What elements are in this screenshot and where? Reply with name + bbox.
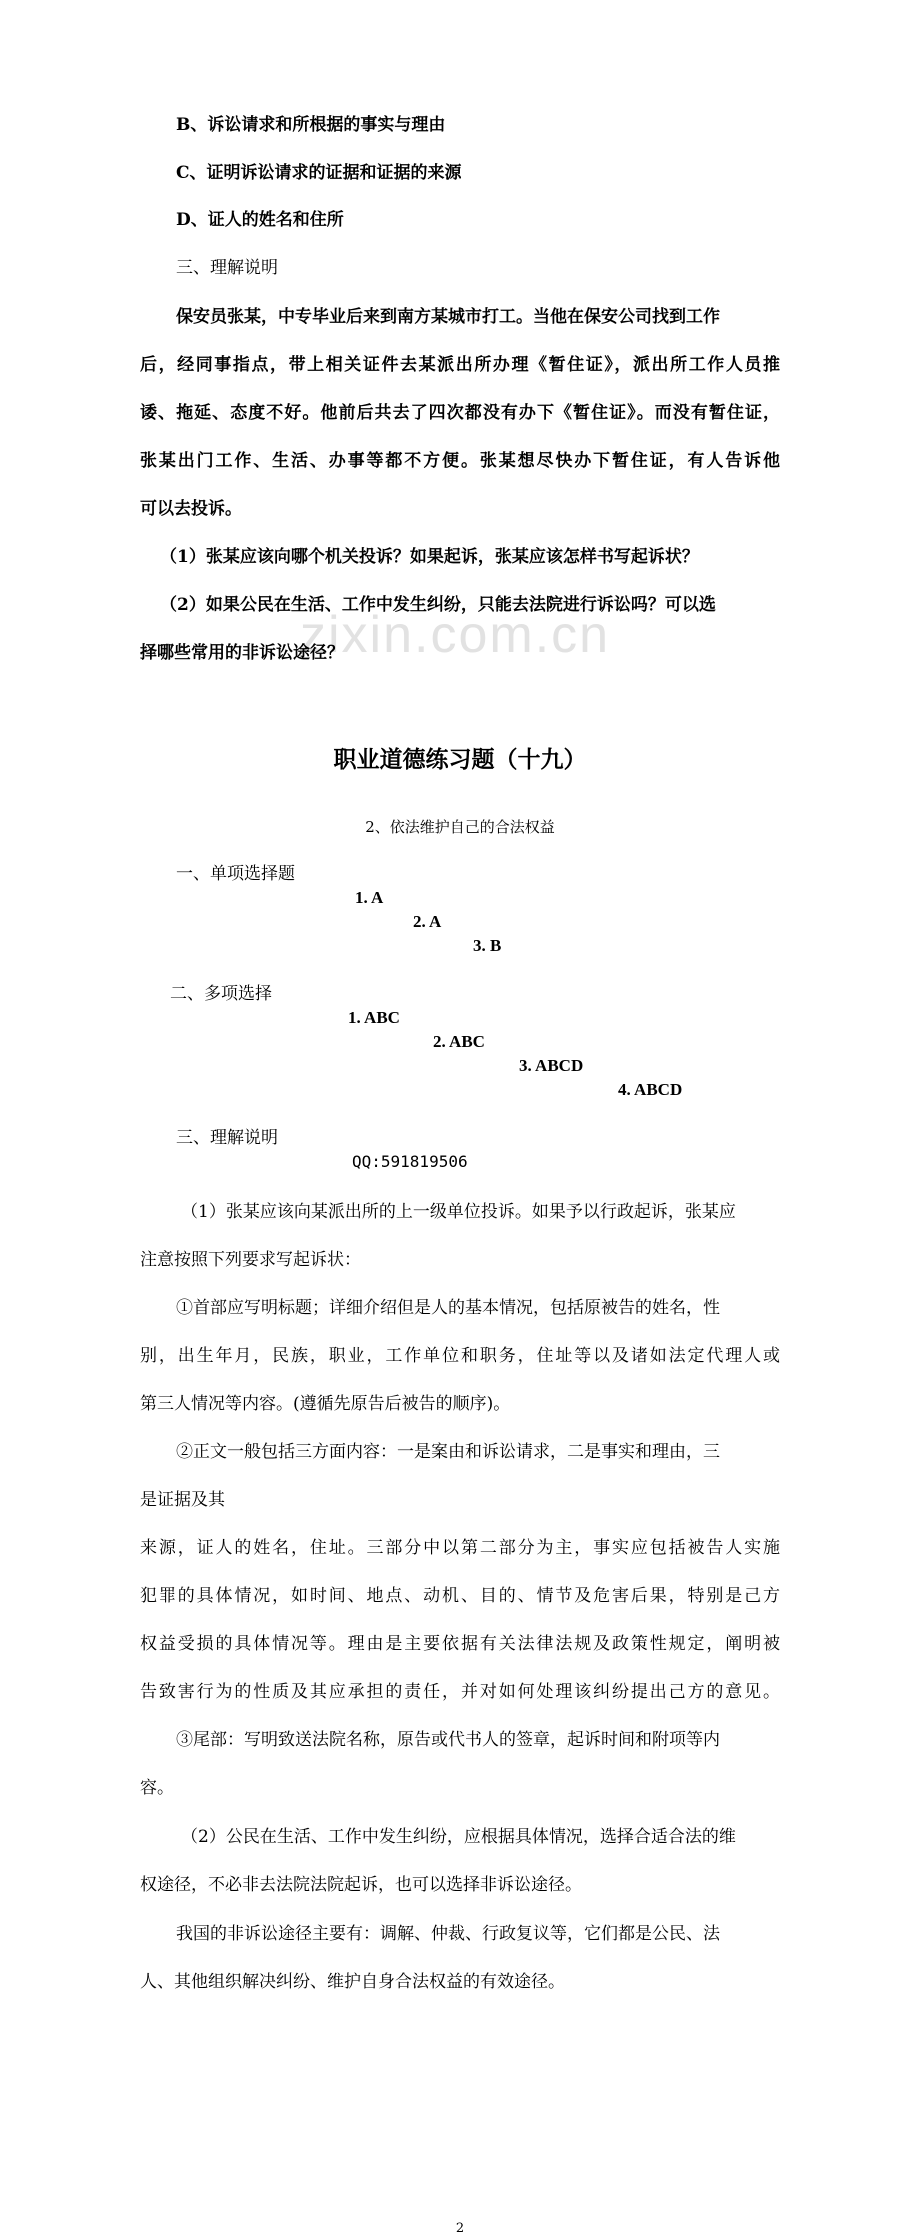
watermark: zixin.com.cn <box>300 606 611 664</box>
multiple-choice-answer: 3. ABCD <box>519 1056 584 1075</box>
case-line: 可以去投诉。 <box>140 499 242 519</box>
case-line: 诿、拖延、态度不好。他前后共去了四次都没有办下《暂住证》。而没有暂住证， <box>140 403 780 423</box>
summary-line: 人、其他组织解决纠纷、维护自身合法权益的有效途径。 <box>140 1972 565 1992</box>
point-2-line: 犯罪的具体情况，如时间、地点、动机、目的、情节及危害后果，特别是己方 <box>140 1586 780 1606</box>
point-1-line: ①首部应写明标题；详细介绍但是人的基本情况，包括原被告的姓名，性 <box>176 1298 720 1318</box>
question-1: （1）张某应该向哪个机关投诉？如果起诉，张某应该怎样书写起诉状？ <box>160 547 699 567</box>
point-1-line: 别，出生年月，民族，职业，工作单位和职务，住址等以及诸如法定代理人或 <box>140 1346 780 1366</box>
page-subtitle: 2、依法维护自己的合法权益 <box>365 818 555 836</box>
point-1-line: 第三人情况等内容。(遵循先原告后被告的顺序)。 <box>140 1394 511 1414</box>
explanation-heading: 三、理解说明 <box>176 258 278 278</box>
multiple-choice-label: 二、多项选择 <box>170 984 272 1004</box>
case-line: 后，经同事指点，带上相关证件去某派出所办理《暂住证》，派出所工作人员推 <box>140 355 780 375</box>
single-choice-label: 一、单项选择题 <box>176 864 295 884</box>
multiple-choice-answer: 4. ABCD <box>618 1080 683 1099</box>
point-2-line: 是证据及其 <box>140 1490 225 1510</box>
case-line: 保安员张某，中专毕业后来到南方某城市打工。当他在保安公司找到工作 <box>176 307 720 327</box>
question-2-line: 择哪些常用的非诉讼途径？ <box>140 643 344 663</box>
answer-2-line: 权途径，不必非去法院法院起诉，也可以选择非诉讼途径。 <box>140 1875 582 1895</box>
qq-contact: QQ:591819506 <box>352 1152 468 1171</box>
single-choice-answer: 3. B <box>473 936 502 955</box>
single-choice-answer: 2. A <box>413 912 442 931</box>
point-3-line: 容。 <box>140 1778 174 1798</box>
page-title: 职业道德练习题（十九） <box>333 747 587 773</box>
page-number: 2 <box>455 2221 465 2236</box>
explanation-label: 三、理解说明 <box>176 1128 278 1148</box>
point-2-line: 权益受损的具体情况等。理由是主要依据有关法律法规及政策性规定，阐明被 <box>140 1634 780 1654</box>
multiple-choice-answer: 1. ABC <box>348 1008 400 1027</box>
point-2-line: 来源，证人的姓名，住址。三部分中以第二部分为主，事实应包括被告人实施 <box>140 1538 780 1558</box>
point-3-line: ③尾部：写明致送法院名称，原告或代书人的签章，起诉时间和附项等内 <box>176 1730 720 1750</box>
question-2-line: （2）如果公民在生活、工作中发生纠纷，只能去法院进行诉讼吗？可以选 <box>160 595 716 615</box>
option-c: C、证明诉讼请求的证据和证据的来源 <box>176 163 462 183</box>
summary-line: 我国的非诉讼途径主要有：调解、仲裁、行政复议等，它们都是公民、法 <box>176 1924 720 1944</box>
point-2-line: 告致害行为的性质及其应承担的责任，并对如何处理该纠纷提出己方的意见。 <box>140 1682 780 1702</box>
multiple-choice-answer: 2. ABC <box>433 1032 485 1051</box>
answer-1-line: 注意按照下列要求写起诉状： <box>140 1250 361 1270</box>
answer-1-line: （1）张某应该向某派出所的上一级单位投诉。如果予以行政起诉，张某应 <box>181 1202 736 1222</box>
single-choice-answer: 1. A <box>355 888 384 907</box>
point-2-line: ②正文一般包括三方面内容：一是案由和诉讼请求，二是事实和理由，三 <box>176 1442 720 1462</box>
option-b: B、诉讼请求和所根据的事实与理由 <box>176 115 446 135</box>
option-d: D、证人的姓名和住所 <box>176 210 344 230</box>
case-line: 张某出门工作、生活、办事等都不方便。张某想尽快办下暂住证，有人告诉他 <box>140 451 780 471</box>
answer-2-line: （2）公民在生活、工作中发生纠纷，应根据具体情况，选择合适合法的维 <box>181 1827 736 1847</box>
